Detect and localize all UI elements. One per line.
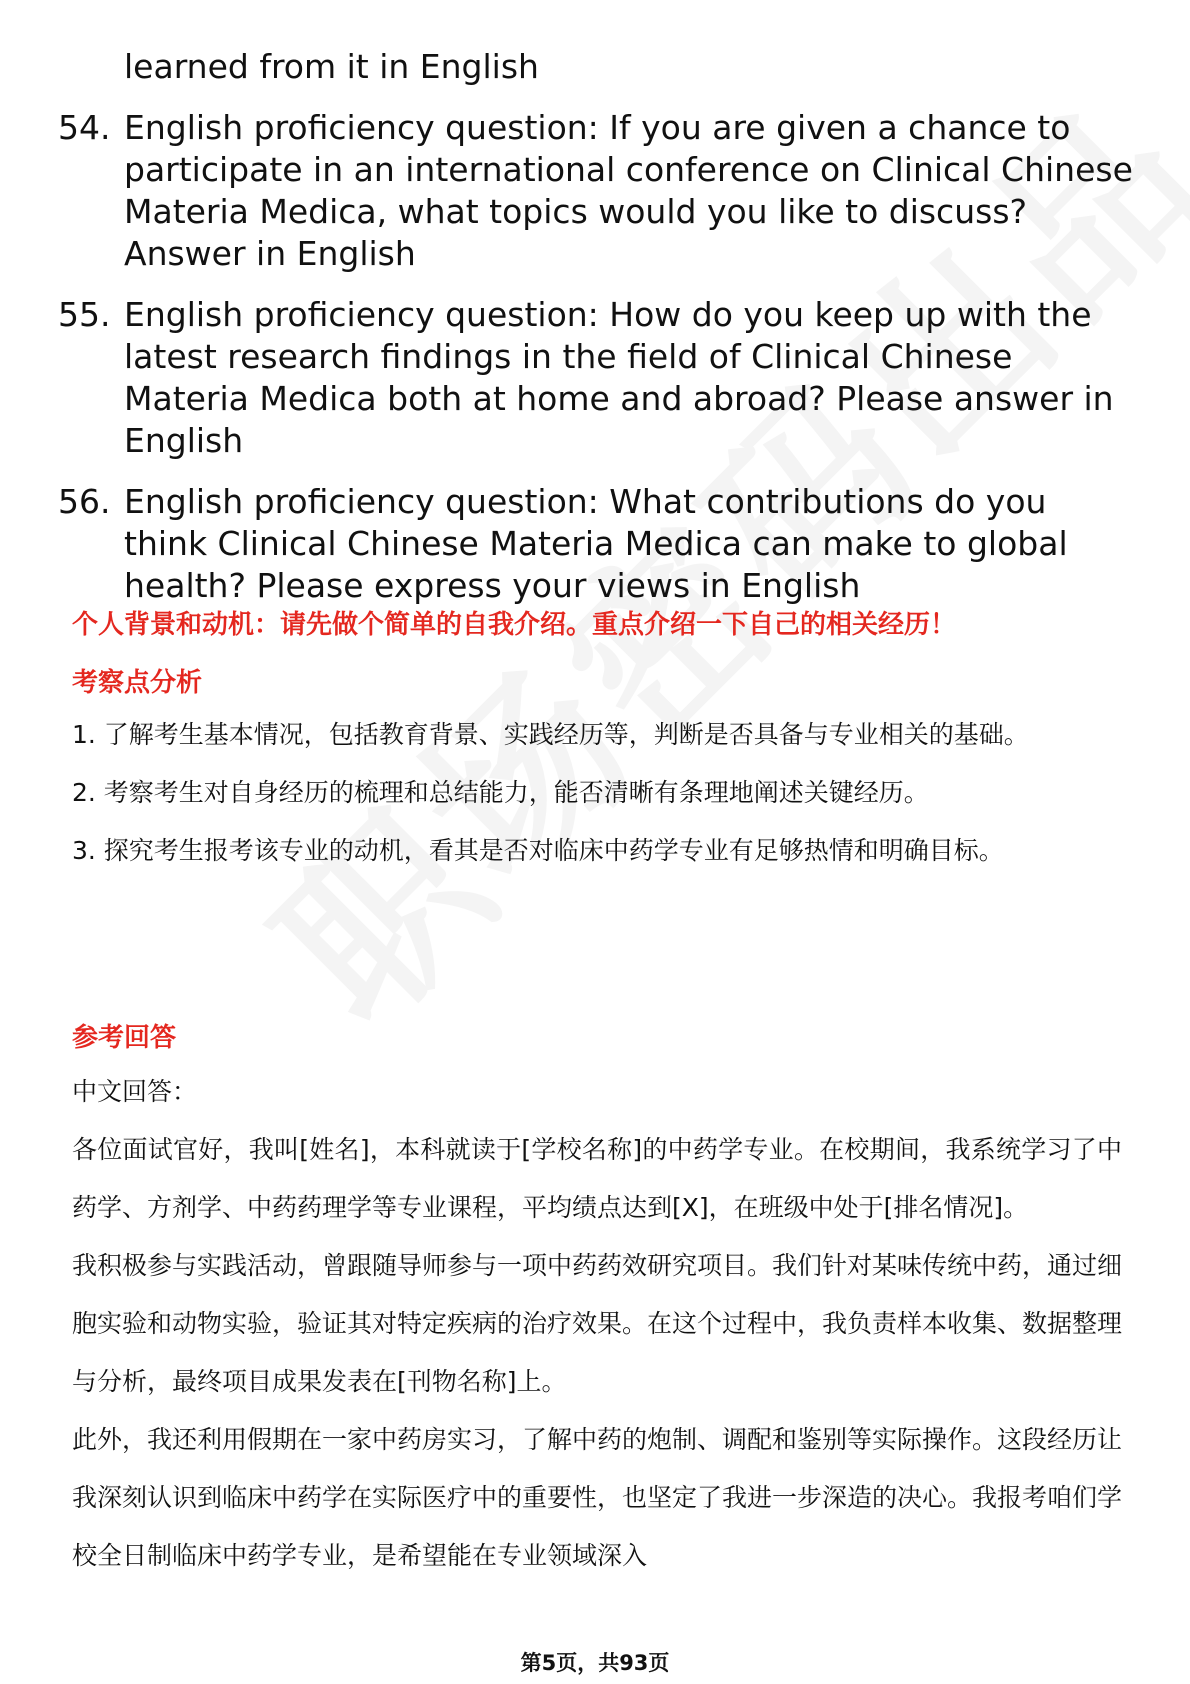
question-text: English proficiency question: How do you keep up with the latest research findings in the field of Clinical Chinese Materia Medica both at home and abroad? Please answer in English xyxy=(124,295,1114,460)
answer-label: 中文回答： xyxy=(72,1077,198,1106)
question-continuation: learned from it in English xyxy=(124,47,539,86)
reference-heading: 参考回答 xyxy=(72,1023,177,1053)
analysis-point: 2. 考察考生对自身经历的梳理和总结能力，能否清晰有条理地阐述关键经历。 xyxy=(72,778,929,807)
analysis-points xyxy=(72,706,1122,880)
question-number: 56. xyxy=(58,482,111,521)
question-item-56 xyxy=(58,481,1138,607)
question-item-54 xyxy=(58,107,1138,275)
analysis-point: 3. 探究考生报考该专业的动机，看其是否对临床中药学专业有足够热情和明确目标。 xyxy=(72,836,1004,865)
analysis-heading: 考察点分析 xyxy=(72,668,203,698)
page-number: 第5页，共93页 xyxy=(520,1651,670,1675)
question-number: 54. xyxy=(58,108,111,147)
question-text: English proficiency question: What contributions do you think Clinical Chinese Materia Medica can make to global health? Please express your views in English xyxy=(124,482,1068,605)
english-question-list xyxy=(58,46,1138,607)
answer-paragraph: 各位面试官好，我叫[姓名]，本科就读于[学校名称]的中药学专业。在校期间，我系统学习了中药学、方剂学、中药药理学等专业课程，平均绩点达到[X]，在班级中处于[排名情况]。 xyxy=(72,1135,1122,1222)
answer-paragraph: 我积极参与实践活动，曾跟随导师参与一项中药药效研究项目。我们针对某味传统中药，通过细胞实验和动物实验，验证其对特定疾病的治疗效果。在这个过程中，我负责样本收集、数据整理与分析，最终项目成果发表在[刊物名称]上。 xyxy=(72,1251,1123,1396)
question-text: English proficiency question: If you are given a chance to participate in an international conference on Clinical Chinese Materia Medica, what topics would you like to discuss? Answer in English xyxy=(124,108,1133,273)
question-item-55 xyxy=(58,294,1138,462)
question-title: 个人背景和动机：请先做个简单的自我介绍。重点介绍一下自己的相关经历！ xyxy=(72,610,957,640)
reference-answer xyxy=(72,1063,1122,1585)
question-number: 55. xyxy=(58,295,111,334)
answer-paragraph: 此外，我还利用假期在一家中药房实习，了解中药的炮制、调配和鉴别等实际操作。这段经历让我深刻认识到临床中药学在实际医疗中的重要性，也坚定了我进一步深造的决心。我报考咱们学校全日制临床中药学专业，是希望能在专业领域深入 xyxy=(72,1425,1123,1570)
analysis-point: 1. 了解考生基本情况，包括教育背景、实践经历等，判断是否具备与专业相关的基础。 xyxy=(72,720,1029,749)
